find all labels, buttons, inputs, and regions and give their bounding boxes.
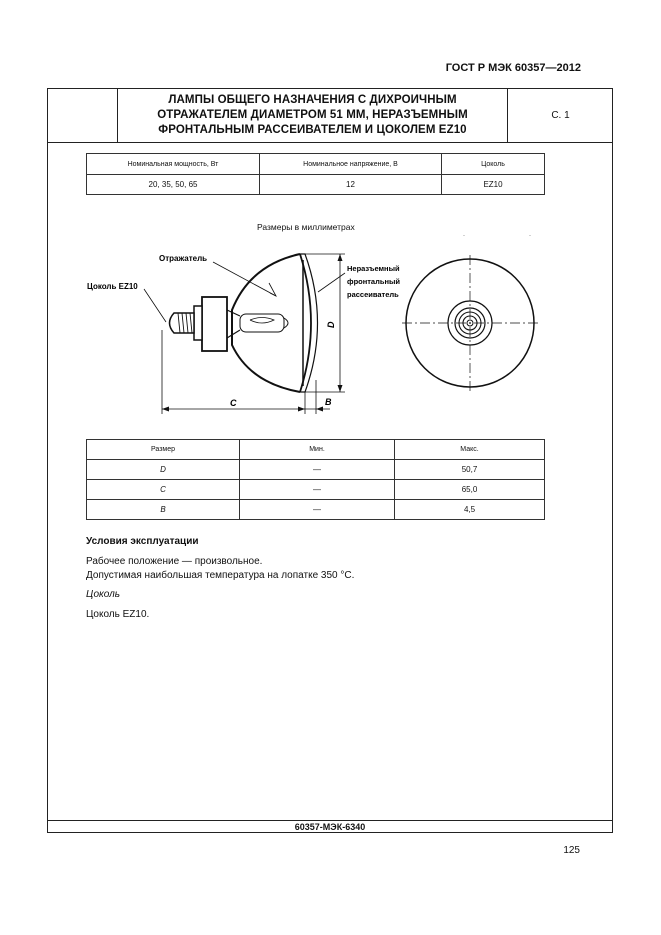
- base-heading: Цоколь: [86, 589, 121, 600]
- socket-body: [202, 297, 227, 351]
- sheet-title: [118, 88, 508, 142]
- diffuser-outline: [300, 254, 311, 392]
- cell-base: EZ10: [442, 175, 545, 195]
- dimensions-table: [86, 439, 545, 520]
- conditions-line-position: Рабочее положение — произвольное.: [86, 556, 263, 567]
- conditions-line-temperature: Допустимая наибольшая температура на лопатке 350 °С.: [86, 570, 355, 581]
- diffuser-label-2: фронтальный: [347, 277, 401, 286]
- socket-collar: [194, 306, 202, 340]
- base-leader: [144, 289, 166, 322]
- page-number: 125: [563, 845, 580, 856]
- conditions-title: Условия эксплуатации: [86, 536, 199, 547]
- table-row: [87, 500, 545, 520]
- dim-b-label: B: [325, 397, 332, 407]
- header-divider: [47, 142, 613, 143]
- table-row: [87, 175, 545, 195]
- cell-min: —: [240, 500, 395, 520]
- reflector-label: Отражатель: [159, 254, 208, 263]
- standard-code: ГОСТ Р МЭК 60357—2012: [445, 62, 581, 74]
- cell-max: 4,5: [395, 500, 545, 520]
- base-label: Цоколь EZ10: [87, 282, 138, 291]
- table-row: [87, 480, 545, 500]
- cell-voltage: 12: [260, 175, 442, 195]
- col-header-min: Мин.: [240, 440, 395, 460]
- front-view: [402, 255, 538, 391]
- title-line-2: ОТРАЖАТЕЛЕМ ДИАМЕТРОМ 51 ММ, НЕРАЗЪЕМНЫМ: [157, 108, 468, 121]
- ratings-header-row: [87, 154, 545, 175]
- ratings-table: [86, 153, 545, 195]
- cell-min: —: [240, 460, 395, 480]
- cell-min: —: [240, 480, 395, 500]
- table-row: [87, 460, 545, 480]
- col-header-voltage: Номинальное напряжение, В: [260, 154, 442, 175]
- cell-max: 65,0: [395, 480, 545, 500]
- cell-power: 20, 35, 50, 65: [87, 175, 260, 195]
- dimensions-caption: Размеры в миллиметрах: [257, 222, 355, 232]
- sheet-number: С. 1: [551, 109, 570, 121]
- cell-dimension: D: [87, 460, 240, 480]
- dim-d-label: D: [326, 321, 336, 328]
- col-header-dimension: Размер: [87, 440, 240, 460]
- dimensions-header-row: [87, 440, 545, 460]
- diffuser-label-3: рассеиватель: [347, 290, 399, 299]
- header-left-cell: [47, 88, 118, 142]
- diffuser-leader: [318, 273, 345, 292]
- cell-dimension: B: [87, 500, 240, 520]
- col-header-base: Цоколь: [442, 154, 545, 175]
- lamp-drawing: [80, 235, 550, 420]
- title-line-3: ФРОНТАЛЬНЫМ РАССЕИВАТЕЛЕМ И ЦОКОЛЕМ EZ10: [158, 123, 467, 136]
- base-text: Цоколь EZ10.: [86, 609, 150, 620]
- col-header-max: Макс.: [395, 440, 545, 460]
- cell-dimension: C: [87, 480, 240, 500]
- dim-c-label: C: [230, 398, 237, 408]
- footer-code: 60357-МЭК-6340: [294, 822, 366, 832]
- cell-max: 50,7: [395, 460, 545, 480]
- diffuser-label-1: Неразъемный: [347, 264, 400, 273]
- title-line-1: ЛАМПЫ ОБЩЕГО НАЗНАЧЕНИЯ С ДИХРОИЧНЫМ: [168, 93, 457, 106]
- col-header-power: Номинальная мощность, Вт: [87, 154, 260, 175]
